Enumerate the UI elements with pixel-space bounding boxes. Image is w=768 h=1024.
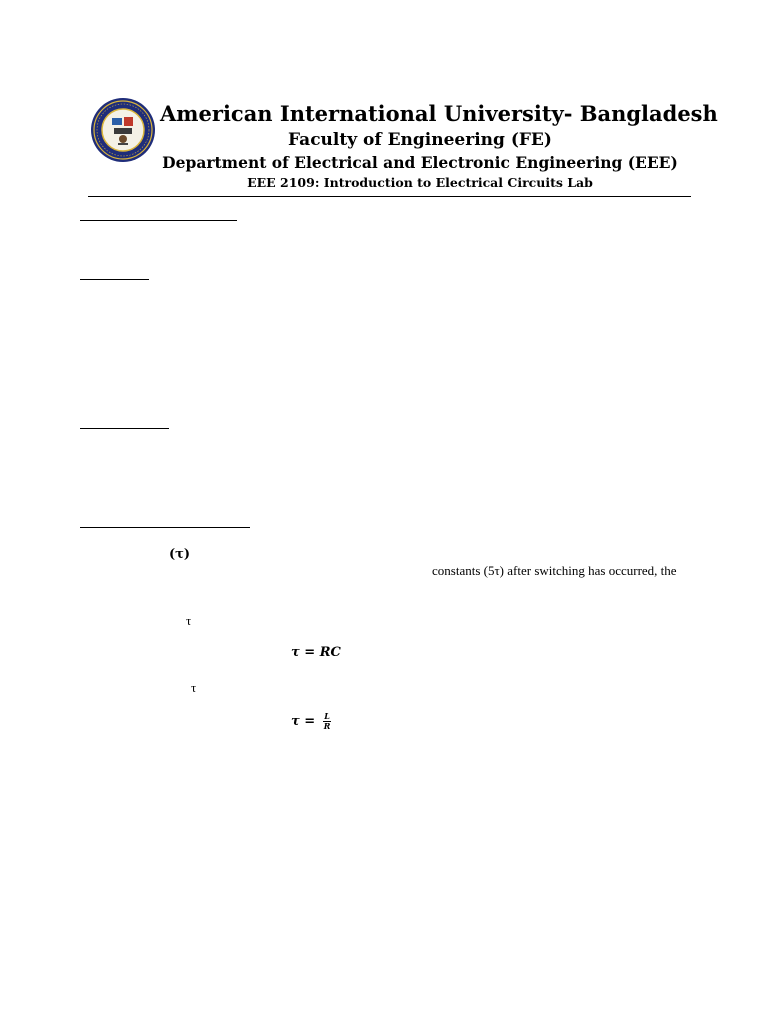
header-divider (88, 196, 691, 197)
equation-rc-lhs: τ (291, 645, 300, 660)
tau-symbol-rl: τ (191, 680, 197, 695)
five-tau-sentence: constants (5τ) after switching has occurred, the (432, 563, 677, 578)
faculty-name: Faculty of Engineering (FE) (288, 130, 552, 150)
equation-lr-equals: = (304, 714, 316, 729)
equation-rc-equals: = (304, 645, 316, 660)
equation-lr-lhs: τ (291, 714, 300, 729)
equation-rc-rhs: RC (319, 645, 341, 660)
equation-lr-denominator: R (323, 721, 331, 731)
course-title: EEE 2109: Introduction to Electrical Circuits Lab (247, 175, 593, 190)
university-name: American International University- Bangladesh (160, 101, 718, 126)
equation-tau-rc (291, 645, 341, 660)
section-underline-equipment (80, 428, 169, 429)
equation-lr-numerator: L (324, 711, 330, 721)
tau-symbol-rc: τ (186, 613, 192, 628)
university-seal-icon (90, 97, 156, 163)
section-underline-theory (80, 527, 250, 528)
equation-lr-fraction (323, 712, 332, 731)
document-header (160, 100, 718, 192)
section-underline-title (80, 220, 237, 221)
section-underline-objective (80, 279, 149, 280)
equation-tau-lr (291, 712, 331, 731)
tau-heading-symbol: (τ) (169, 547, 191, 562)
department-name: Department of Electrical and Electronic Engineering (EEE) (162, 153, 678, 172)
